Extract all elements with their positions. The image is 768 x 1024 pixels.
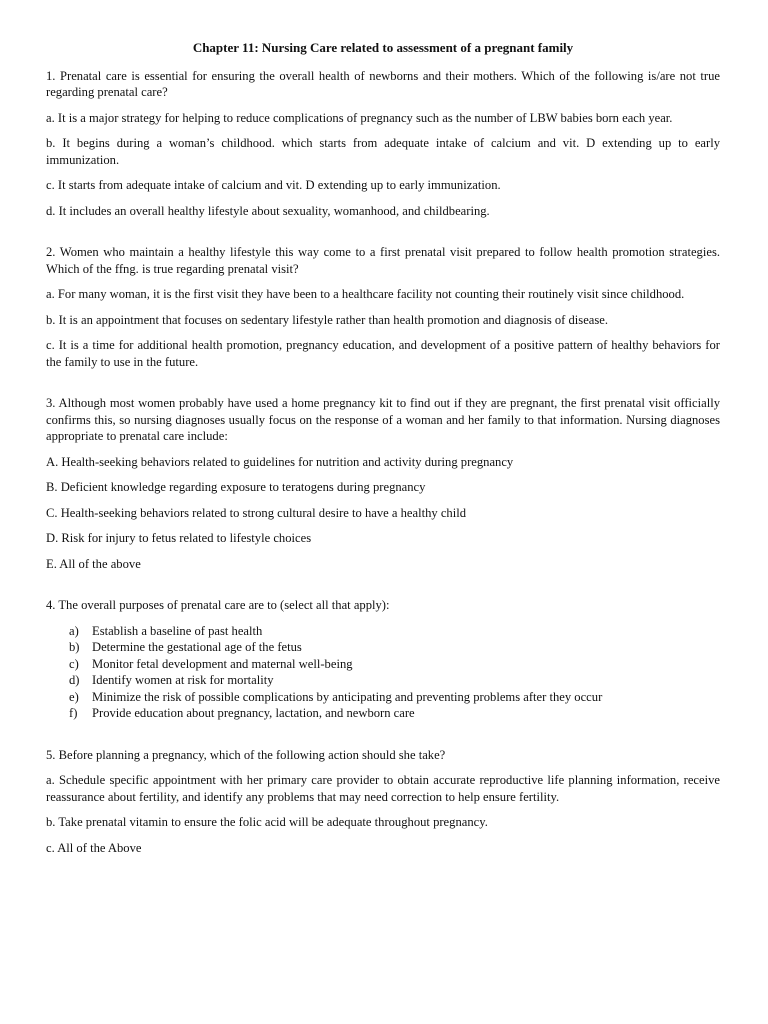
- question-4-option: [46, 656, 720, 673]
- question-2-option-b: b. It is an appointment that focuses on sedentary lifestyle rather than health promotion and diagnosis of disease.: [46, 312, 609, 327]
- question-5-option-b: b. Take prenatal vitamin to ensure the folic acid will be adequate throughout pregnancy.: [46, 815, 488, 829]
- option-text: Establish a baseline of past health: [92, 623, 263, 638]
- spacer: [46, 379, 720, 395]
- question-3-option-e: E. All of the above: [46, 556, 141, 571]
- question-1-stem: 1. Prenatal care is essential for ensuring the overall health of newborns and their mothers. Which of the following is/are not true regarding prenatal care?: [46, 68, 720, 99]
- spacer: [46, 228, 720, 244]
- option-text: Minimize the risk of possible complications by anticipating and preventing problems after they occur: [92, 689, 603, 704]
- chapter-title: Chapter 11: Nursing Care related to assessment of a pregnant family: [192, 40, 574, 55]
- option-text: Determine the gestational age of the fetus: [92, 640, 302, 654]
- question-3-option-d: D. Risk for injury to fetus related to lifestyle choices: [46, 531, 312, 545]
- option-marker: f): [69, 706, 78, 720]
- question-4-option-list: [46, 623, 720, 722]
- question-4-option: [46, 639, 720, 656]
- question-2-stem: 2. Women who maintain a healthy lifestyle this way come to a first prenatal visit prepared to follow health promotion strategies. Which of the ffng. is true regarding prenatal visit?: [46, 245, 720, 276]
- question-4-option: [46, 705, 720, 722]
- document-page: [46, 40, 720, 865]
- question-4-option: [46, 672, 720, 689]
- question-2-option-c: c. It is a time for additional health promotion, pregnancy education, and development of a positive pattern of healthy behaviors for the family to use in the future.: [46, 338, 720, 369]
- question-5-option-c: c. All of the Above: [46, 840, 142, 855]
- option-marker: b): [69, 640, 80, 654]
- question-1-option-c: c. It starts from adequate intake of calcium and vit. D extending up to early immunization.: [46, 178, 501, 192]
- option-text: Identify women at risk for mortality: [92, 673, 274, 687]
- question-5-stem: 5. Before planning a pregnancy, which of the following action should she take?: [46, 747, 446, 762]
- option-marker: d): [69, 673, 80, 687]
- question-1-option-d: d. It includes an overall healthy lifestyle about sexuality, womanhood, and childbearing.: [46, 203, 490, 218]
- question-4-option: [46, 689, 720, 706]
- option-marker: a): [69, 623, 79, 638]
- question-1-option-a: a. It is a major strategy for helping to reduce complications of pregnancy such as the number of LBW babies born each year.: [46, 110, 673, 125]
- question-3-stem: 3. Although most women probably have used a home pregnancy kit to find out if they are pregnant, the first prenatal visit officially confirms this, so nursing diagnoses usually focus on the response of a woman and her family to that information. Nursing diagnoses appropriate to prenatal care include:: [46, 396, 720, 443]
- question-3-option-b: B. Deficient knowledge regarding exposure to teratogens during pregnancy: [46, 480, 426, 494]
- spacer: [46, 731, 720, 747]
- question-5-option-a: a. Schedule specific appointment with her primary care provider to obtain accurate reproductive life planning information, receive reassurance about fertility, and identify any problems that may need correction to help ensure fertility.: [46, 773, 720, 804]
- option-marker: c): [69, 656, 79, 671]
- question-4-stem: 4. The overall purposes of prenatal care are to (select all that apply):: [46, 598, 390, 612]
- question-2-option-a: a. For many woman, it is the first visit they have been to a healthcare facility not counting their routinely visit since childhood.: [46, 287, 685, 301]
- question-3-option-c: C. Health-seeking behaviors related to strong cultural desire to have a healthy child: [46, 505, 467, 520]
- option-marker: e): [69, 689, 79, 704]
- question-4-option: [46, 623, 720, 640]
- question-3-option-a: A. Health-seeking behaviors related to guidelines for nutrition and activity during pregnancy: [46, 454, 514, 469]
- option-text: Monitor fetal development and maternal well-being: [92, 656, 353, 671]
- option-text: Provide education about pregnancy, lactation, and newborn care: [92, 706, 415, 720]
- question-1-option-b: b. It begins during a woman’s childhood. which starts from adequate intake of calcium and vit. D extending up to early immunization.: [46, 136, 720, 167]
- spacer: [46, 581, 720, 597]
